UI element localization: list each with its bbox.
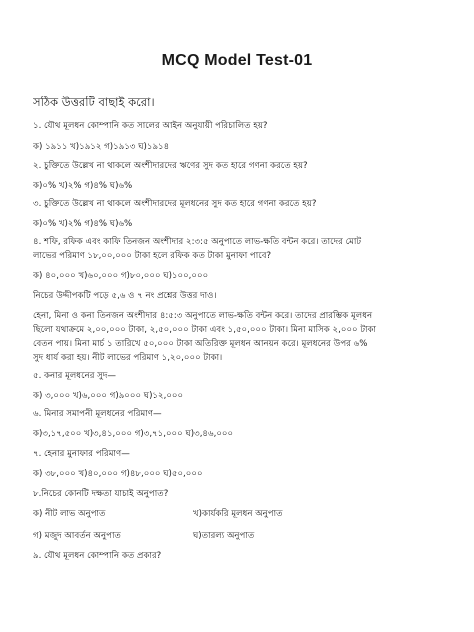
document-title: MCQ Model Test-01 [161, 52, 313, 69]
question-6: ৬. মিনার সমাপনী মূলধনের পরিমাণ— [33, 409, 162, 419]
stem-line-1: হেনা, মিনা ও কনা তিনজন অংশীদার ৪:৫:৩ অনুপাতে লাভ-ক্ষতি বন্টন করে। তাদের প্রারম্ভিক মূলধন [33, 311, 373, 321]
question-1: ১. যৌথ মূলধন কোম্পানি কত সালের আইন অনুযায়ী পরিচালিত হয়? [33, 121, 268, 131]
question-5: ৫. কনার মূলধনের সুদ— [33, 371, 116, 381]
question-7-options: ক) ৩৮,০০০ খ)৪০,০০০ গ)৪৮,০০০ ঘ)৫০,০০০ [33, 469, 203, 479]
instruction: সঠিক উত্তরটি বাছাই করো। [33, 96, 155, 109]
question-3-options: ক)০% খ)২% গ)৪% ঘ)৬% [33, 219, 133, 229]
question-9: ৯. যৌথ মূলধন কোম্পানি কত প্রকার? [33, 551, 162, 561]
question-6-options: ক)৩,১৭,৫০০ খ)৩,৪১,০০০ গ)৩,৭১,০০০ ঘ)৩,৪৬,০০০ [33, 429, 234, 439]
question-8-option-b: খ)কার্যকরি মূলধন অনুপাত [193, 509, 283, 519]
question-8-options-row-2 [33, 530, 448, 543]
question-7: ৭. হেনার মুনাফার পরিমাণ— [33, 449, 130, 459]
question-8: ৮.নিচের কোনটি দক্ষতা যাচাই অনুপাত? [33, 489, 169, 499]
question-3: ৩. চুক্তিতে উল্লেখ না থাকলে অংশীদারদের মূলধনের সুদ কত হারে গণনা করতে হয়? [33, 199, 317, 209]
question-8-option-d: ঘ)তারল্য অনুপাত [193, 531, 255, 541]
stem-line-2: ছিলো যথাক্রমে ২,০০,০০০ টাকা, ২,৫০,০০০ টাকা এবং ১,৫০,০০০ টাকা। মিনা মাসিক ২,০০০ টাকা [33, 325, 377, 335]
question-2-options: ক)০% খ)২% গ)৪% ঘ)৬% [33, 181, 133, 191]
question-8-options-row-1 [33, 508, 448, 521]
question-4-line-2: লাভের পরিমাণ ১৮,০০,০০০ টাকা হলে রফিক কত টাকা মুনাফা পাবে? [33, 251, 272, 261]
question-4-line-1: ৪. শফি, রফিক এবং কাফি তিনজন অংশীদার ২:৩:৫ অনুপাতে লাভ-ক্ষতি বন্টন করে। তাদের মোট [33, 237, 362, 247]
stem-note: নিচের উদ্দীপকটি পড়ে ৫,৬ ও ৭ নং প্রশ্নের উত্তর দাও। [33, 291, 217, 301]
question-8-option-a: ক) নীট লাভ অনুপাত [33, 509, 106, 519]
stem-line-3: বেতন পায়। মিনা মার্চ ১ তারিখে ৫০,০০০ টাকা অতিরিক্ত মূলধন আনয়ন করে। মূলধনের উপর ৬% [33, 339, 368, 349]
stem-line-4: সুদ ধার্য করা হয়। নীট লাভের পরিমাণ ১,২০,০০০ টাকা। [33, 353, 223, 363]
question-5-options: ক) ৩,০০০ খ)৬,০০০ গ)৯০০০ ঘ)১২,০০০ [33, 391, 184, 401]
question-8-option-c: গ) মজুদ আবর্তন অনুপাত [33, 531, 121, 541]
question-2: ২. চুক্তিতে উল্লেখ না থাকলে অংশীদারদের ঋণের সুদ কত হারে গণনা করতে হয়? [33, 161, 308, 171]
question-4-options: ক) ৪০,০০০ খ)৬০,০০০ গ)৮০,০০০ ঘ)১০০,০০০ [33, 271, 209, 281]
question-1-options: ক) ১৯১১ খ)১৯১২ গ)১৯১৩ ঘ)১৯১৪ [33, 142, 170, 152]
